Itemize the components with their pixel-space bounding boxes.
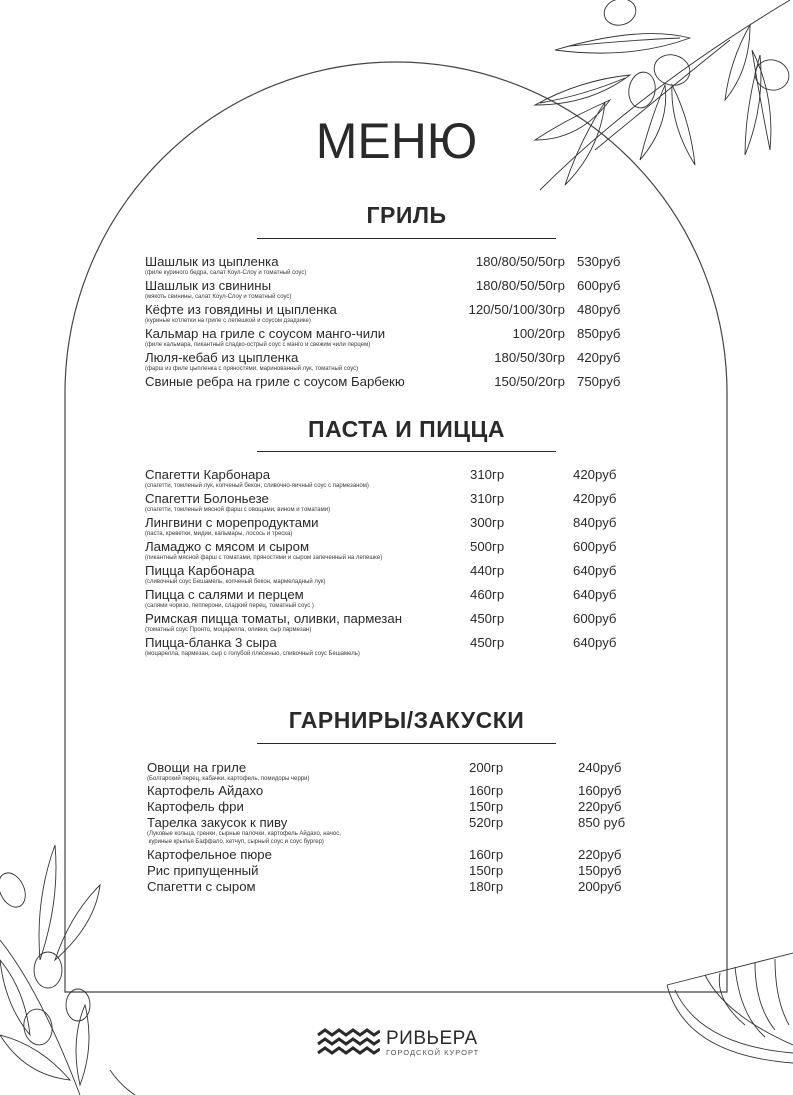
logo-subtitle: ГОРОДСКОЙ КУРОРТ bbox=[386, 1047, 480, 1057]
olive-branch-top-right-illustration bbox=[520, 0, 793, 200]
item-weight: 120/50/100/30гр bbox=[468, 302, 565, 317]
menu-item bbox=[147, 800, 647, 816]
menu-item bbox=[147, 761, 647, 784]
item-weight: 160гр bbox=[469, 783, 504, 798]
item-name: Овощи на гриле bbox=[147, 760, 247, 775]
item-description: (паста, креветки, мидии, кальмары, лосось и треска) bbox=[145, 531, 293, 537]
item-name: Пицца с салями и перцем bbox=[145, 587, 304, 602]
menu-item bbox=[145, 564, 645, 588]
item-weight: 180/80/50/50гр bbox=[475, 254, 565, 269]
menu-item bbox=[145, 636, 645, 660]
item-price: 600руб bbox=[573, 539, 617, 554]
item-description: (моцарелла, пармезан, сыр с голубой плесенью, сливочный соус Бешамель) bbox=[145, 651, 360, 657]
sides-snacks-items-list bbox=[147, 761, 647, 896]
item-weight: 310гр bbox=[470, 491, 505, 506]
item-weight: 180/80/50/50гр bbox=[475, 278, 565, 293]
menu-item bbox=[147, 880, 647, 896]
item-description: (спагетти, томленый лук, копченый бекон, сливочно-яичный соус с пармезаном) bbox=[145, 483, 369, 489]
item-name: Лингвини с морепродуктами bbox=[145, 515, 319, 530]
item-weight: 450гр bbox=[470, 635, 505, 650]
item-name: Люля-кебаб из цыпленка bbox=[145, 350, 299, 365]
grill-items-list bbox=[145, 255, 645, 399]
item-weight: 310гр bbox=[470, 467, 505, 482]
item-weight: 440гр bbox=[470, 563, 505, 578]
item-weight: 460гр bbox=[470, 587, 505, 602]
item-price: 600руб bbox=[573, 611, 617, 626]
item-description: (сливочный соус Бешамель, копченый бекон, мармеладный лук) bbox=[145, 579, 326, 585]
menu-item bbox=[147, 864, 647, 880]
item-price: 530руб bbox=[577, 254, 621, 269]
item-weight: 520гр bbox=[469, 815, 504, 830]
item-description: (фарш из филе цыпленка с пряностями, маринованный лук, томатный соус) bbox=[145, 366, 359, 372]
item-name: Кальмар на гриле с соусом манго-чили bbox=[145, 326, 386, 341]
item-price: 480руб bbox=[577, 302, 621, 317]
item-description: (мякоть свинины, салат Коул-Слоу и томатный соус) bbox=[145, 294, 292, 300]
section-title-grill: ГРИЛЬ bbox=[366, 202, 447, 228]
item-name: Римская пицца томаты, оливки, пармезан bbox=[145, 611, 402, 626]
item-name: Свиные ребра на гриле с соусом Барбекю bbox=[145, 374, 405, 389]
item-price: 750руб bbox=[577, 374, 621, 389]
item-price: 640руб bbox=[573, 563, 617, 578]
section-title-pasta-pizza: ПАСТА И ПИЦЦА bbox=[308, 416, 505, 442]
item-description: (филе куриного бедра, салат Коул-Слоу и томатный соус) bbox=[145, 270, 307, 276]
pasta-pizza-items-list bbox=[145, 468, 645, 660]
menu-item bbox=[147, 784, 647, 800]
item-description: (салями чоризо, пепперони, сладкий перец, томатный соус ) bbox=[145, 603, 314, 609]
item-name: Спагетти с сыром bbox=[147, 879, 256, 894]
item-description-continued: куриные крылья Баффало, кетчуп, сырный соус и соус бургер) bbox=[147, 839, 324, 845]
menu-item bbox=[145, 279, 645, 303]
waves-icon bbox=[316, 1028, 380, 1058]
item-name: Рис припущенный bbox=[147, 863, 259, 878]
section-divider bbox=[257, 238, 556, 239]
item-description: (спагетти, томленый мясной фарш с овощами, вином и томатами) bbox=[145, 507, 331, 513]
item-name: Шашлык из цыпленка bbox=[145, 254, 279, 269]
item-name: Пицца-бланка 3 сыра bbox=[145, 635, 277, 650]
menu-item bbox=[145, 492, 645, 516]
item-price: 640руб bbox=[573, 635, 617, 650]
item-description: (пикантный мясной фарш с томатами, пряностями и сыром запеченный на лепешке) bbox=[145, 555, 383, 561]
item-description: (Болгарский перец, кабачки, картофель, помидоры черри) bbox=[147, 776, 310, 782]
item-weight: 150гр bbox=[469, 863, 504, 878]
item-name: Ламаджо с мясом и сыром bbox=[145, 539, 310, 554]
item-name: Картофельное пюре bbox=[147, 847, 272, 862]
menu-item bbox=[145, 516, 645, 540]
item-description: (томатный соус Пронто, моцарелла, оливки, сыр пармезан) bbox=[145, 627, 312, 633]
section-divider bbox=[257, 451, 556, 452]
item-description: (филе кальмара, пикантный сладко-острый соус с манго и свежим чили перцем) bbox=[145, 342, 371, 348]
menu-item bbox=[145, 540, 645, 564]
item-price: 850 руб bbox=[578, 815, 626, 830]
logo-name: РИВЬЕРА bbox=[386, 1027, 478, 1049]
logo-text bbox=[386, 1029, 479, 1058]
item-price: 420руб bbox=[573, 467, 617, 482]
item-price: 600руб bbox=[577, 278, 621, 293]
menu-item bbox=[145, 468, 645, 492]
menu-item bbox=[145, 375, 645, 399]
menu-item bbox=[145, 351, 645, 375]
section-divider bbox=[257, 743, 556, 744]
menu-title: МЕНЮ bbox=[315, 113, 478, 169]
item-weight: 150/50/20гр bbox=[494, 374, 565, 389]
section-title-sides-snacks: ГАРНИРЫ/ЗАКУСКИ bbox=[288, 707, 525, 733]
item-price: 840руб bbox=[573, 515, 617, 530]
item-price: 200руб bbox=[578, 879, 622, 894]
item-price: 850руб bbox=[577, 326, 621, 341]
item-name: Шашлык из свинины bbox=[145, 278, 272, 293]
menu-item bbox=[145, 255, 645, 279]
item-weight: 450гр bbox=[470, 611, 505, 626]
item-price: 240руб bbox=[578, 760, 622, 775]
item-name: Спагетти Карбонара bbox=[145, 467, 271, 482]
item-name: Спагетти Болоньезе bbox=[145, 491, 269, 506]
item-weight: 200гр bbox=[469, 760, 504, 775]
item-weight: 180/50/30гр bbox=[494, 350, 565, 365]
menu-item bbox=[145, 612, 645, 636]
menu-item bbox=[145, 327, 645, 351]
menu-item bbox=[147, 816, 647, 848]
menu-item bbox=[145, 588, 645, 612]
item-price: 220руб bbox=[578, 799, 622, 814]
item-price: 220руб bbox=[578, 847, 622, 862]
olive-branch-bottom-left-illustration bbox=[0, 820, 160, 1095]
item-price: 640руб bbox=[573, 587, 617, 602]
item-price: 420руб bbox=[577, 350, 621, 365]
item-weight: 300гр bbox=[470, 515, 505, 530]
item-weight: 500гр bbox=[470, 539, 505, 554]
orange-slice-illustration bbox=[665, 945, 793, 1065]
item-description: (куриные котлетки на гриле с лепешкой и соусом дзадзике) bbox=[145, 318, 311, 324]
item-price: 420руб bbox=[573, 491, 617, 506]
item-name: Картофель Айдахо bbox=[147, 783, 264, 798]
item-weight: 180гр bbox=[469, 879, 504, 894]
menu-item bbox=[145, 303, 645, 327]
item-name: Кёфте из говядины и цыпленка bbox=[145, 302, 337, 317]
item-weight: 150гр bbox=[469, 799, 504, 814]
item-weight: 100/20гр bbox=[512, 326, 565, 341]
menu-item bbox=[147, 848, 647, 864]
item-name: Картофель фри bbox=[147, 799, 244, 814]
riviera-logo bbox=[316, 1028, 479, 1058]
item-name: Пицца Карбонара bbox=[145, 563, 255, 578]
item-name: Тарелка закусок к пиву bbox=[147, 815, 288, 830]
item-price: 150руб bbox=[578, 863, 622, 878]
item-description: (Луковые кольца, гренки, сырные палочки, картофель Айдахо, начос, bbox=[147, 831, 341, 837]
item-weight: 160гр bbox=[469, 847, 504, 862]
item-price: 160руб bbox=[578, 783, 622, 798]
